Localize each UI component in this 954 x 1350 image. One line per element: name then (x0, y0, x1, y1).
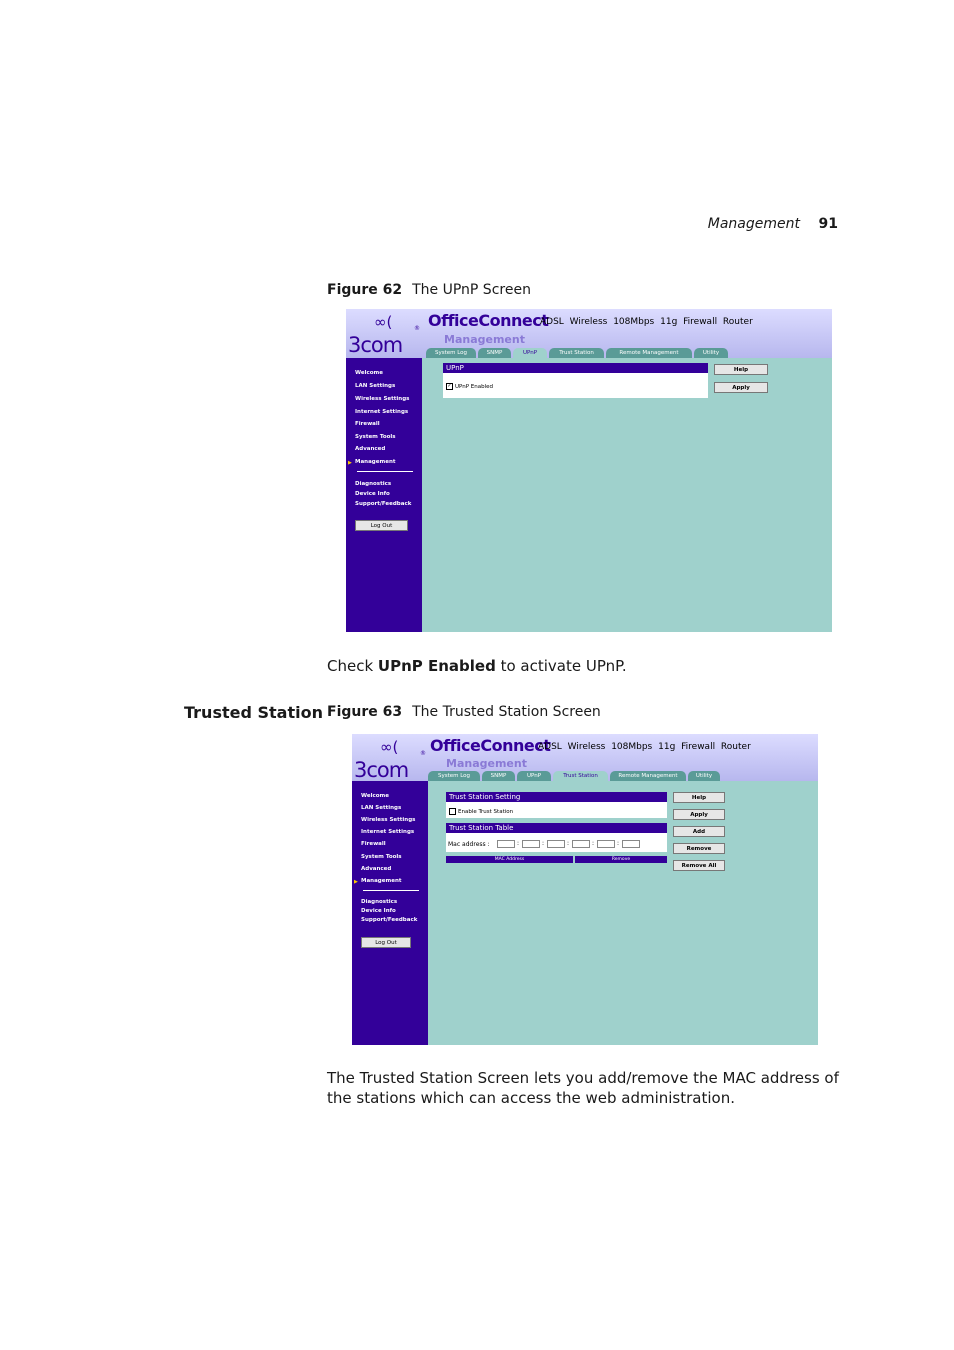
add-button[interactable]: Add (673, 826, 725, 837)
nav-device-info[interactable]: Device Info (361, 908, 396, 914)
mac-octet-5-input[interactable] (597, 840, 615, 848)
nav-device-info[interactable]: Device Info (355, 491, 390, 497)
help-button[interactable]: Help (673, 792, 725, 803)
nav-firewall[interactable]: Firewall (361, 841, 386, 847)
trust-table-title: Trust Station Table (446, 823, 667, 833)
3com-logo: 3com (354, 758, 409, 782)
upnp-panel-title: UPnP (443, 363, 708, 373)
mac-octet-3-input[interactable] (547, 840, 565, 848)
logout-button[interactable]: Log Out (361, 937, 411, 948)
enable-trust-station-label: Enable Trust Station (458, 809, 514, 815)
nav-divider (363, 890, 419, 891)
nav-lan-settings[interactable]: LAN Settings (361, 805, 402, 811)
figure-63-label: Figure 63 (327, 704, 403, 720)
nav-firewall[interactable]: Firewall (355, 421, 380, 427)
nav-support-feedback[interactable]: Support/Feedback (355, 501, 412, 507)
tab-bar (428, 771, 720, 781)
registered-mark: ® (420, 750, 426, 757)
remove-all-button[interactable]: Remove All (673, 860, 725, 871)
figure-63-caption (327, 704, 601, 720)
mac-octet-1-input[interactable] (497, 840, 515, 848)
figure-63-title: The Trusted Station Screen (412, 704, 601, 720)
tab-snmp[interactable]: SNMP (478, 348, 511, 358)
instruction-prefix: Check (327, 657, 378, 675)
nav-support-feedback[interactable]: Support/Feedback (361, 917, 418, 923)
nav-internet-settings[interactable]: Internet Settings (355, 409, 409, 415)
3com-logo-icon: ∞( (374, 313, 393, 331)
trust-station-screenshot (352, 734, 818, 1045)
logout-button[interactable]: Log Out (355, 520, 408, 531)
brand-name: OfficeConnect (430, 736, 551, 755)
tab-bar (426, 348, 728, 358)
nav-selected-arrow-icon: ▶ (348, 460, 352, 466)
nav-advanced[interactable]: Advanced (361, 866, 392, 872)
product-name: ADSL Wireless 108Mbps 11g Firewall Router (538, 742, 751, 752)
trusted-station-description: The Trusted Station Screen lets you add/remove the MAC address of the stations which can access the web administration. (327, 1069, 839, 1107)
3com-logo-icon: ∞( (380, 738, 399, 756)
mac-separator: : (617, 840, 620, 847)
nav-system-tools[interactable]: System Tools (355, 434, 396, 440)
column-remove: Remove (575, 856, 667, 863)
remove-button[interactable]: Remove (673, 843, 725, 854)
nav-wireless-settings[interactable]: Wireless Settings (355, 396, 410, 402)
mac-separator: : (542, 840, 545, 847)
upnp-instruction (327, 656, 627, 676)
tab-system-log[interactable]: System Log (426, 348, 476, 358)
tab-trust-station[interactable]: Trust Station (553, 771, 608, 781)
mac-octet-2-input[interactable] (522, 840, 540, 848)
instruction-bold: UPnP Enabled (377, 657, 496, 675)
figure-62-caption (327, 282, 531, 298)
page-number: 91 (818, 216, 838, 232)
mac-separator: : (517, 840, 520, 847)
nav-lan-settings[interactable]: LAN Settings (355, 383, 396, 389)
registered-mark: ® (414, 325, 420, 332)
tab-upnp[interactable]: UPnP (517, 771, 551, 781)
apply-button[interactable]: Apply (714, 382, 768, 393)
checkbox-checked-icon: ✓ (447, 383, 452, 389)
mac-address-label: Mac address : (448, 841, 490, 848)
tab-utility[interactable]: Utility (688, 771, 720, 781)
product-name: ADSL Wireless 108Mbps 11g Firewall Router (540, 317, 753, 327)
nav-internet-settings[interactable]: Internet Settings (361, 829, 415, 835)
nav-diagnostics[interactable]: Diagnostics (361, 899, 398, 905)
tab-remote-management[interactable]: Remote Management (610, 771, 686, 781)
nav-welcome[interactable]: Welcome (355, 370, 383, 376)
nav-advanced[interactable]: Advanced (355, 446, 386, 452)
tab-snmp[interactable]: SNMP (482, 771, 515, 781)
figure-62-label: Figure 62 (327, 282, 403, 298)
mac-octet-6-input[interactable] (622, 840, 640, 848)
tab-trust-station[interactable]: Trust Station (549, 348, 604, 358)
tab-remote-management[interactable]: Remote Management (606, 348, 692, 358)
instruction-suffix: to activate UPnP. (495, 657, 627, 675)
figure-62-title: The UPnP Screen (412, 282, 531, 298)
checkbox-unchecked-icon (449, 808, 456, 815)
tab-upnp[interactable]: UPnP (513, 348, 547, 358)
nav-selected-arrow-icon: ▶ (354, 879, 358, 885)
mac-separator: : (592, 840, 595, 847)
nav-management[interactable]: Management (355, 459, 396, 465)
nav-wireless-settings[interactable]: Wireless Settings (361, 817, 416, 823)
enable-trust-station-checkbox[interactable] (449, 808, 513, 815)
section-title: Management (446, 757, 527, 770)
running-section: Management (707, 216, 800, 232)
nav-management[interactable]: Management (361, 878, 402, 884)
nav-diagnostics[interactable]: Diagnostics (355, 481, 392, 487)
upnp-enabled-checkbox[interactable] (446, 383, 493, 390)
3com-logo: 3com (348, 333, 403, 357)
nav-system-tools[interactable]: System Tools (361, 854, 402, 860)
trust-setting-title: Trust Station Setting (446, 792, 667, 802)
trusted-station-heading: Trusted Station (184, 703, 323, 722)
column-mac-address: MAC Address (446, 856, 573, 863)
brand-name: OfficeConnect (428, 311, 549, 330)
section-title: Management (444, 333, 525, 346)
mac-octet-4-input[interactable] (572, 840, 590, 848)
nav-welcome[interactable]: Welcome (361, 793, 389, 799)
mac-separator: : (567, 840, 570, 847)
tab-system-log[interactable]: System Log (428, 771, 480, 781)
apply-button[interactable]: Apply (673, 809, 725, 820)
upnp-enabled-label: UPnP Enabled (455, 384, 494, 390)
nav-divider (357, 471, 413, 472)
upnp-screenshot (346, 309, 832, 632)
help-button[interactable]: Help (714, 364, 768, 375)
tab-utility[interactable]: Utility (694, 348, 728, 358)
